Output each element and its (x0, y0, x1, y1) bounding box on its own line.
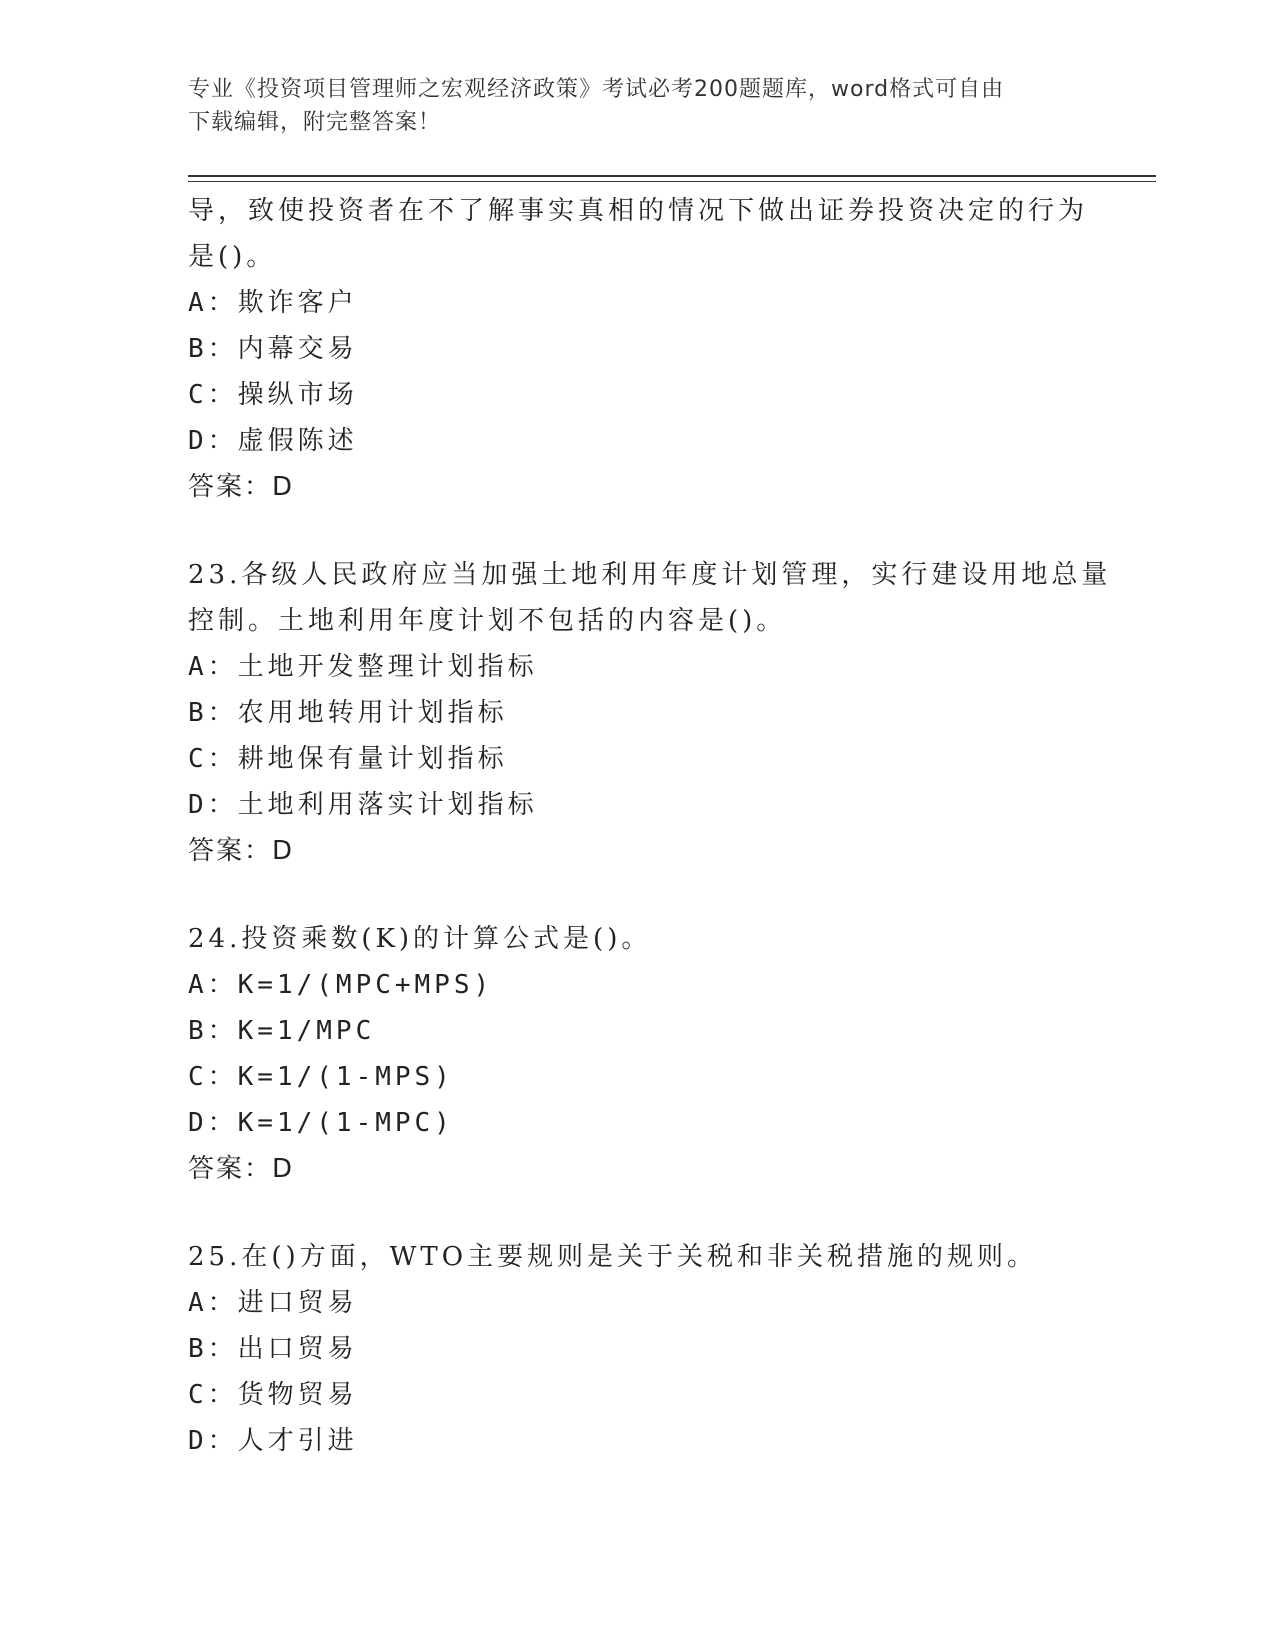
header-line-2: 下载编辑，附完整答案！ (188, 110, 442, 135)
question-25 (188, 1234, 1088, 1464)
header-divider-thick (188, 175, 1156, 177)
option-c: C：耕地保有量计划指标 (188, 744, 508, 774)
answer: 答案：D (188, 1154, 295, 1184)
document-header (188, 73, 1088, 139)
question-23 (188, 552, 1112, 874)
option-c: C：操纵市场 (188, 380, 358, 410)
option-b: B：农用地转用计划指标 (188, 698, 508, 728)
question-stem: 23.各级人民政府应当加强土地利用年度计划管理，实行建设用地总量 (188, 560, 1112, 590)
question-24 (188, 916, 1088, 1192)
option-d: D：K=1/(1-MPC) (188, 1108, 454, 1138)
question-stem: 24.投资乘数(K)的计算公式是()。 (188, 924, 652, 954)
question-stem: 是()。 (188, 242, 277, 272)
answer: 答案：D (188, 836, 295, 866)
question-list (188, 188, 1112, 1464)
header-line-1: 专业《投资项目管理师之宏观经济政策》考试必考200题题库，word格式可自由 (188, 77, 1005, 102)
option-c: C：K=1/(1-MPS) (188, 1062, 454, 1092)
option-d: D：人才引进 (188, 1426, 358, 1456)
option-c: C：货物贸易 (188, 1380, 358, 1410)
option-b: B：出口贸易 (188, 1334, 358, 1364)
option-a: A：土地开发整理计划指标 (188, 652, 538, 682)
option-b: B：K=1/MPC (188, 1016, 376, 1046)
question-stem: 25.在()方面，WTO主要规则是关于关税和非关税措施的规则。 (188, 1242, 1038, 1272)
answer: 答案：D (188, 472, 295, 502)
option-a: A：进口贸易 (188, 1288, 358, 1318)
header-divider-thin (188, 181, 1156, 182)
question-stem: 控制。土地利用年度计划不包括的内容是()。 (188, 606, 787, 636)
option-b: B：内幕交易 (188, 334, 358, 364)
question-22 (188, 188, 1088, 510)
option-a: A：欺诈客户 (188, 288, 358, 318)
option-d: D：虚假陈述 (188, 426, 358, 456)
option-a: A：K=1/(MPC+MPS) (188, 970, 494, 1000)
question-stem: 导，致使投资者在不了解事实真相的情况下做出证券投资决定的行为 (188, 196, 1089, 226)
option-d: D：土地利用落实计划指标 (188, 790, 538, 820)
